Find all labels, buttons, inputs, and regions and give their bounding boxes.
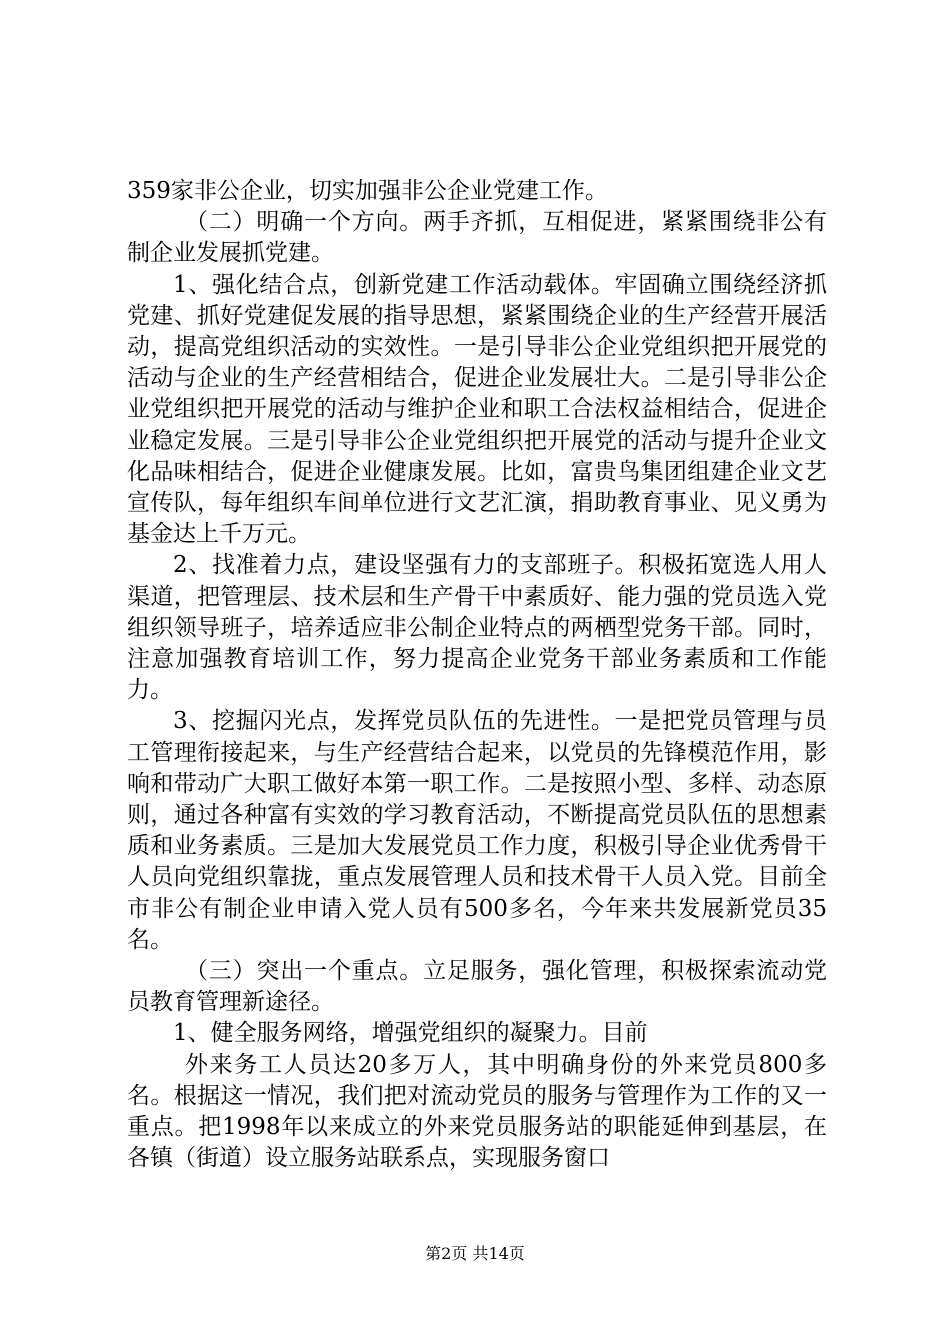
paragraph-5: 3、挖掘闪光点，发挥党员队伍的先进性。一是把党员管理与员工管理衔接起来，与生产经营结合起来，以党员的先锋模范作用，影响和带动广大职工做好本第一职工作。二是按照小型、多样、动态原则，通过各种富有实效的学习教育活动，不断提高党员队伍的思想素质和业务素质。三是加大发展党员工作力度，积极引导企业优秀骨干人员向党组织靠拢，重点发展管理人员和技术骨干人员入党。目前全市非公有制企业申请入党人员有500多名，今年来共发展新党员35名。 xyxy=(127,708,827,953)
paragraph-1: 359家非公企业，切实加强非公企业党建工作。 xyxy=(127,178,608,204)
document-body xyxy=(127,176,827,1175)
paragraph-6: （三）突出一个重点。立足服务，强化管理，积极探索流动党员教育管理新途径。 xyxy=(127,958,827,1016)
paragraph-7: 1、健全服务网络，增强党组织的凝聚力。目前 xyxy=(173,1020,648,1047)
paragraph-4: 2、找准着力点，建设坚强有力的支部班子。积极拓宽选人用人渠道，把管理层、技术层和生产骨干中素质好、能力强的党员选入党组织领导班子，培养适应非公制企业特点的两栖型党务干部。同时，注意加强教育培训工作，努力提高企业党务干部业务素质和工作能力。 xyxy=(127,552,827,704)
paragraph-8: 外来务工人员达20多万人，其中明确身份的外来党员800多名。根据这一情况，我们把对流动党员的服务与管理作为工作的又一重点。把1998年以来成立的外来党员服务站的职能延伸到基层，在各镇（街道）设立服务站联系点，实现服务窗口 xyxy=(127,1051,827,1172)
paragraph-2: （二）明确一个方向。两手齐抓，互相促进，紧紧围绕非公有制企业发展抓党建。 xyxy=(127,209,827,267)
paragraph-3: 1、强化结合点，创新党建工作活动载体。牢固确立围绕经济抓党建、抓好党建促发展的指导思想，紧紧围绕企业的生产经营开展活动，提高党组织活动的实效性。一是引导非公企业党组织把开展党的活动与企业的生产经营相结合，促进企业发展壮大。二是引导非公企业党组织把开展党的活动与维护企业和职工合法权益相结合，促进企业稳定发展。三是引导非公企业党组织把开展党的活动与提升企业文化品味相结合，促进企业健康发展。比如，富贵鸟集团组建企业文艺宣传队，每年组织车间单位进行文艺汇演，捐助教育事业、见义勇为基金达上千万元。 xyxy=(127,271,827,548)
page-footer: 第2页 共14页 xyxy=(425,1244,525,1263)
